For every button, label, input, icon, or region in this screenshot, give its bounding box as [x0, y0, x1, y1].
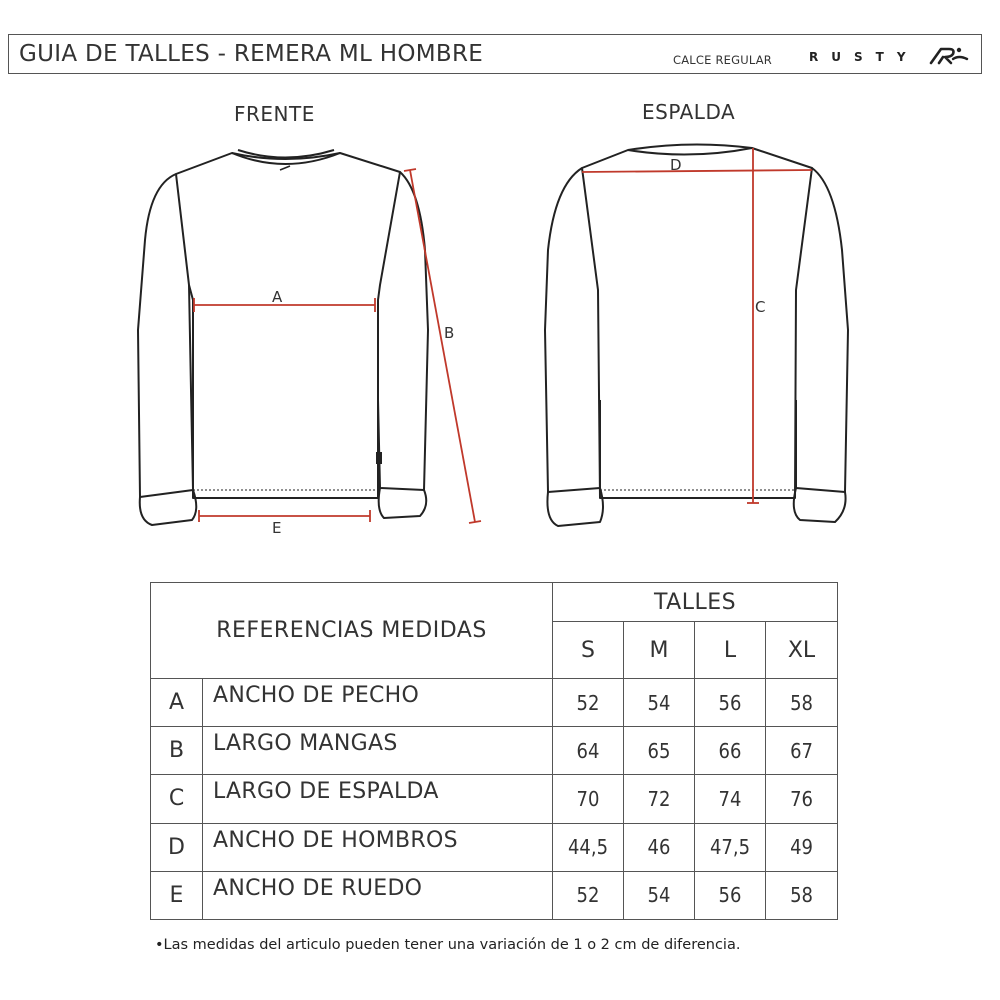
row-name: LARGO MANGAS [203, 727, 553, 775]
row-name: ANCHO DE RUEDO [203, 871, 553, 919]
row-letter: C [151, 775, 203, 823]
row-value: 46 [624, 823, 695, 871]
size-table [150, 582, 838, 920]
table-row [151, 823, 838, 871]
measure-line-d [582, 170, 812, 172]
measure-line-a [194, 298, 375, 312]
row-value: 52 [553, 679, 624, 727]
row-value: 56 [695, 679, 766, 727]
measure-label-e: E [272, 519, 282, 537]
references-header: REFERENCIAS MEDIDAS [151, 583, 553, 679]
back-view-label: ESPALDA [642, 100, 736, 124]
front-neck-logo-icon [280, 166, 290, 170]
measure-line-b [404, 169, 481, 523]
measure-label-b: B [444, 324, 455, 342]
row-value: 56 [695, 871, 766, 919]
row-value: 49 [766, 823, 838, 871]
row-name: ANCHO DE PECHO [203, 679, 553, 727]
front-shirt-outline [138, 150, 428, 525]
measure-label-a: A [272, 288, 283, 306]
measure-label-d: D [670, 156, 682, 174]
row-name: LARGO DE ESPALDA [203, 775, 553, 823]
row-value: 58 [766, 679, 838, 727]
row-name: ANCHO DE HOMBROS [203, 823, 553, 871]
measure-line-e [199, 510, 370, 522]
size-header-l: L [695, 622, 766, 679]
row-value: 65 [624, 727, 695, 775]
row-value: 72 [624, 775, 695, 823]
size-header-m: M [624, 622, 695, 679]
row-value: 47,5 [695, 823, 766, 871]
measure-label-c: C [755, 298, 766, 316]
row-letter: B [151, 727, 203, 775]
row-value: 54 [624, 679, 695, 727]
size-header-xl: XL [766, 622, 838, 679]
row-value: 67 [766, 727, 838, 775]
row-value: 58 [766, 871, 838, 919]
row-letter: A [151, 679, 203, 727]
size-header-s: S [553, 622, 624, 679]
row-value: 76 [766, 775, 838, 823]
sizes-header: TALLES [553, 583, 838, 622]
fit-label: CALCE REGULAR [673, 53, 772, 67]
brand-name: RUSTY [809, 50, 919, 64]
row-value: 54 [624, 871, 695, 919]
row-value: 64 [553, 727, 624, 775]
table-row [151, 775, 838, 823]
row-letter: D [151, 823, 203, 871]
footnote: •Las medidas del articulo pueden tener una variación de 1 o 2 cm de diferencia. [155, 937, 741, 953]
row-value: 66 [695, 727, 766, 775]
row-value: 70 [553, 775, 624, 823]
table-row [151, 727, 838, 775]
row-value: 74 [695, 775, 766, 823]
front-label-tag-icon [376, 452, 382, 464]
row-value: 44,5 [553, 823, 624, 871]
measure-line-c [747, 148, 759, 503]
page-title: GUIA DE TALLES - REMERA ML HOMBRE [19, 41, 484, 67]
row-value: 52 [553, 871, 624, 919]
row-letter: E [151, 871, 203, 919]
table-row [151, 679, 838, 727]
front-view-label: FRENTE [234, 102, 315, 126]
back-shirt-outline [545, 144, 848, 526]
table-row [151, 871, 838, 919]
